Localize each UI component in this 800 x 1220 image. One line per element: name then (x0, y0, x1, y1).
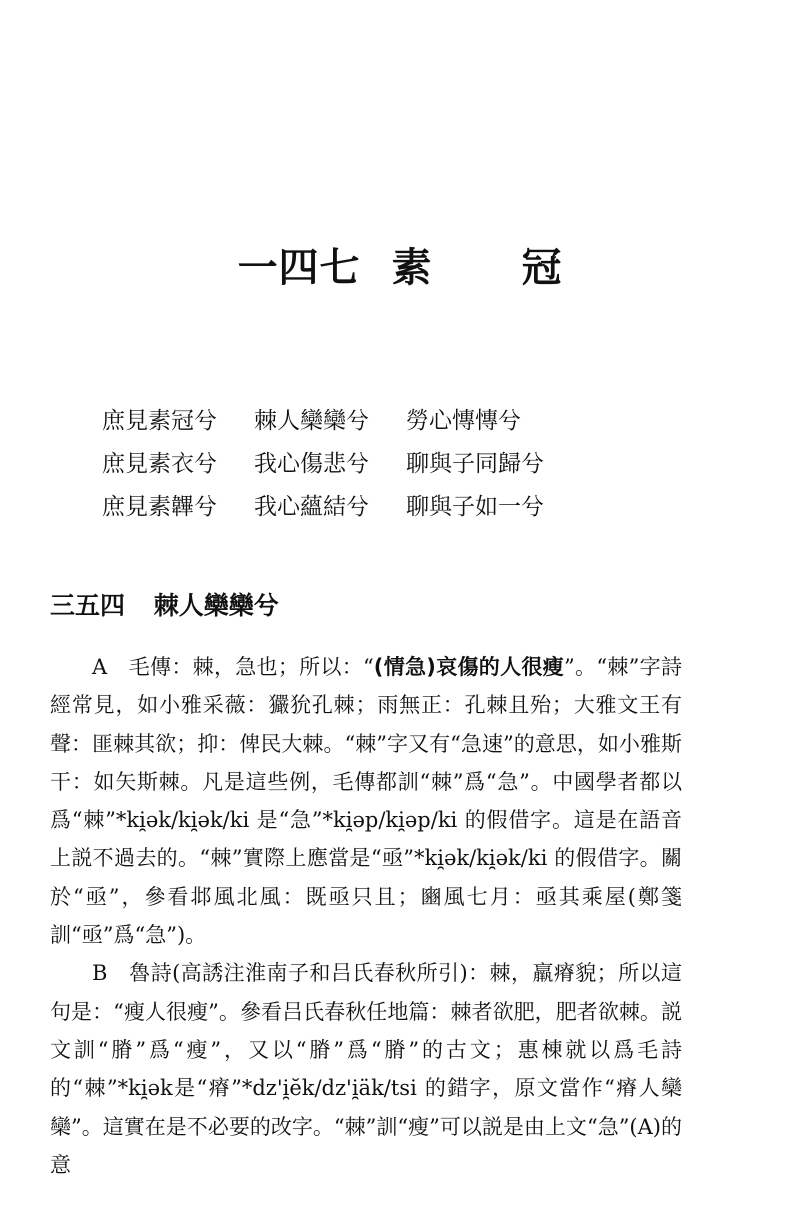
poem-verse: 庶見素冠兮 (102, 408, 217, 434)
chapter-title-char-1: 素 (391, 244, 433, 291)
poem-verse: 勞心慱慱兮 (406, 408, 521, 434)
poem-verse: 我心蘊結兮 (254, 494, 369, 520)
poem-line (102, 443, 722, 486)
paragraph-a-bold-phrase: (情急)哀傷的人很瘦 (373, 655, 564, 679)
poem-verse: 棘人欒欒兮 (254, 408, 369, 434)
section-title: 棘人欒欒兮 (153, 591, 279, 620)
commentary-body (50, 648, 682, 1184)
poem-text (102, 400, 722, 529)
paragraph-a-text-start: A 毛傳：棘，急也；所以：“ (92, 655, 374, 679)
poem-verse: 我心傷悲兮 (254, 451, 369, 477)
section-number: 三五四 (50, 591, 126, 620)
chapter-title-char-2: 冠 (521, 244, 563, 291)
poem-verse: 聊與子如一兮 (406, 494, 544, 520)
chapter-title (0, 240, 800, 296)
paragraph-b: B 魯詩(高誘注淮南子和吕氏春秋所引)：棘，羸瘠貌；所以這句是：“瘦人很瘦”。參看吕氏春秋任地篇：棘者欲肥，肥者欲棘。説文訓“膌”爲“瘦”，又以“膌”爲“膌”的古文；惠棟就以爲毛詩的“棘”*ki̯ək是“瘠”*dz'i̯ĕk/dz'i̯äk/tsi 的錯字，原文當作“瘠人欒欒”。這實在是不必要的改字。“棘”訓“瘦”可以説是由上文“急”(A)的意 (50, 961, 682, 1177)
paragraph-a (50, 648, 682, 954)
chapter-number: 一四七 (237, 244, 361, 291)
poem-verse: 庶見素韠兮 (102, 494, 217, 520)
poem-verse: 聊與子同歸兮 (406, 451, 544, 477)
section-heading (50, 588, 279, 624)
poem-verse: 庶見素衣兮 (102, 451, 217, 477)
paragraph-a-text-end: ”。“棘”字詩經常見，如小雅采薇：玁狁孔棘；雨無正：孔棘且殆；大雅文王有聲：匪棘其欲；抑：俾民大棘。“棘”字又有“急速”的意思，如小雅斯干：如矢斯棘。凡是這些例，毛傳都訓“棘”爲“急”。中國學者都以爲“棘”*ki̯ək/ki̯ək/ki 是“急”*ki̯əp/ki̯əp/ki 的假借字。這是在語音上説不過去的。“棘”實際上應當是“亟”*ki̯ək/ki̯ək/ki 的假借字。關於“亟”，參看邶風北風：既亟只且；豳風七月：亟其乘屋(鄭箋訓“亟”爲“急”)。 (50, 655, 682, 948)
poem-line (102, 400, 722, 443)
poem-line (102, 486, 722, 529)
